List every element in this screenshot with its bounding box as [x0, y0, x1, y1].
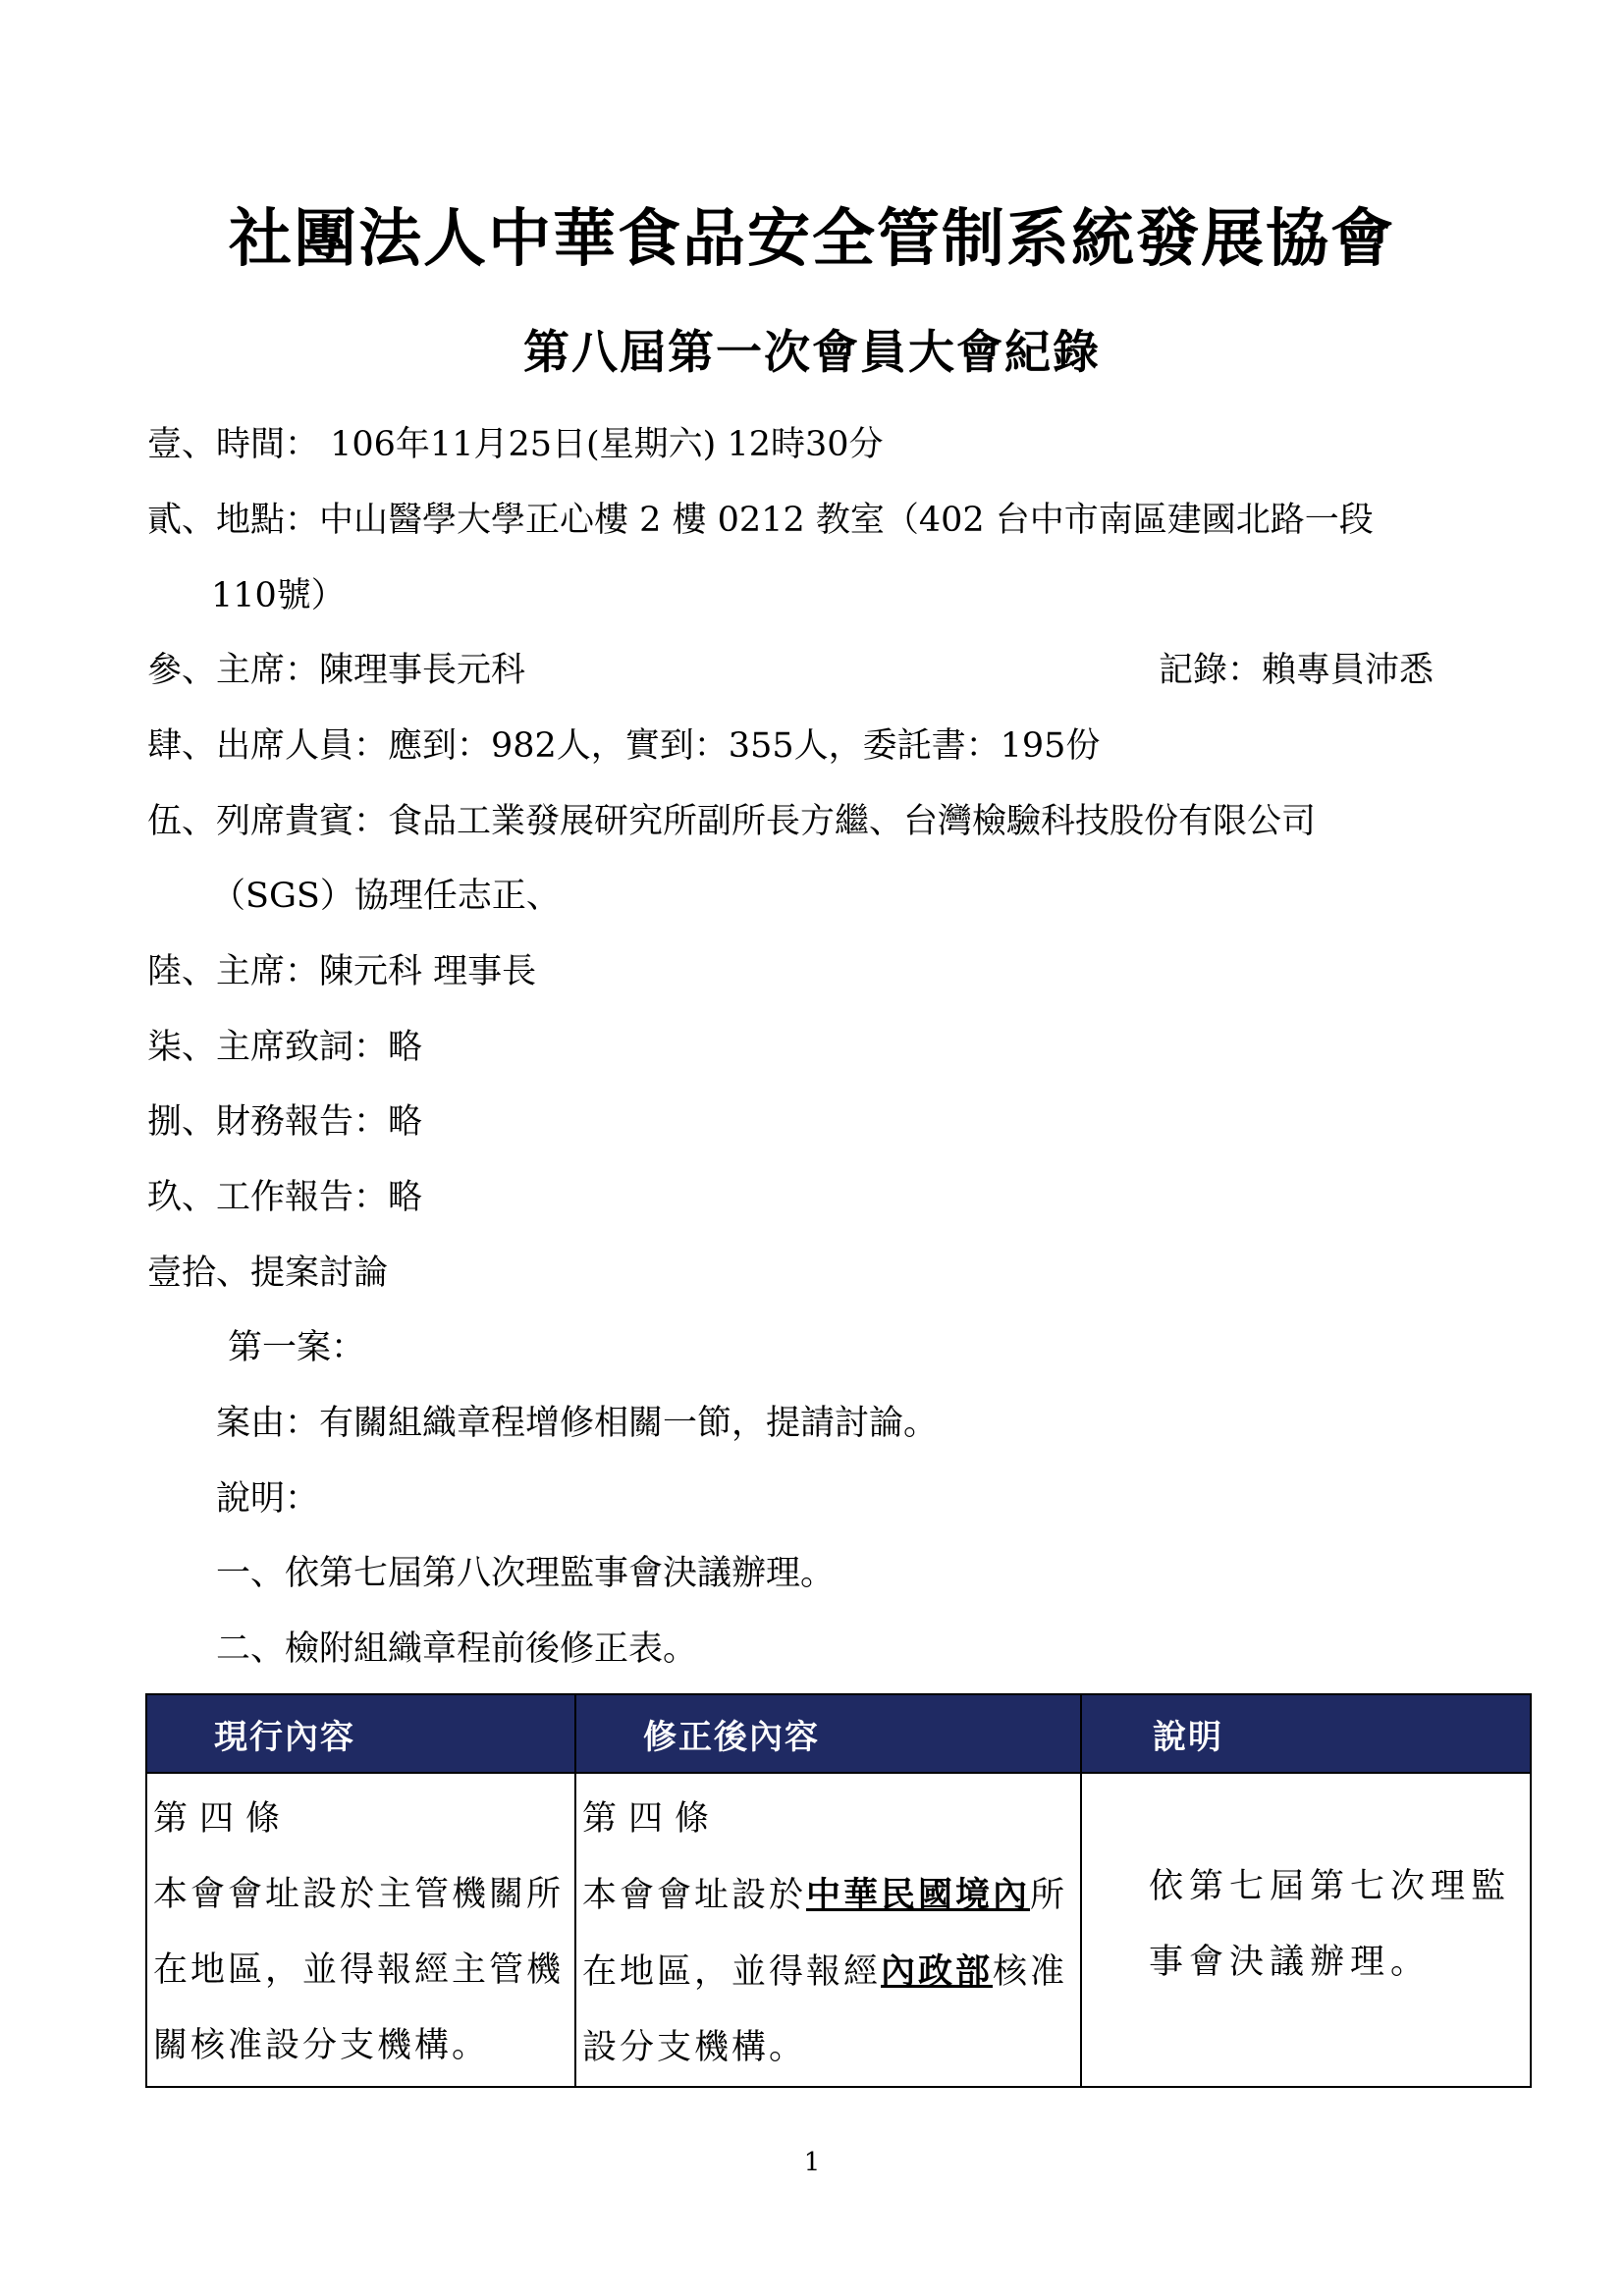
meeting-time: 壹、時間： 106年11月25日(星期六) 12時30分 — [147, 425, 884, 464]
revised-text: 本會會址設於中華民國境內所在地區，並得報經內政部核准設分支機構。 — [582, 1875, 1068, 2067]
meeting-place-continued: 110號） — [211, 576, 346, 615]
guests: 伍、列席貴賓：食品工業發展研究所副所長方繼、台灣檢驗科技股份有限公司 — [147, 802, 1317, 841]
amendment-table — [145, 1693, 1532, 2088]
header-revised: 修正後內容 — [575, 1694, 1081, 1773]
cell-note — [1081, 1773, 1531, 2087]
revised-article: 第四條 — [582, 1799, 722, 1839]
meeting-recorder: 記錄：賴專員沛悉 — [1159, 651, 1435, 690]
chair-speech: 柒、主席致詞：略 — [147, 1028, 423, 1067]
case-one: 第一案： — [228, 1328, 366, 1367]
note-text: 依第七屆第七次理監事會決議辦理。 — [1149, 1867, 1512, 1982]
revised-underline-2: 內政部 — [881, 1951, 994, 1992]
proposals-heading: 壹拾、提案討論 — [147, 1254, 389, 1293]
document-subtitle: 第八屆第一次會員大會紀錄 — [523, 326, 1101, 380]
table-header-row — [146, 1694, 1531, 1773]
explanation-label: 說明： — [216, 1479, 320, 1519]
current-text: 本會會址設於主管機關所在地區，並得報經主管機關核准設分支機構。 — [153, 1875, 565, 2065]
cell-current — [146, 1773, 575, 2087]
explanation-item-2: 二、檢附組織章程前後修正表。 — [216, 1629, 698, 1669]
meeting-place: 貳、地點：中山醫學大學正心樓 2 樓 0212 教室（402 台中市南區建國北路一段 — [147, 501, 1374, 540]
chair-row — [147, 646, 1473, 695]
finance-report: 捌、財務報告：略 — [147, 1102, 423, 1142]
revised-underline-1: 中華民國境內 — [806, 1875, 1031, 1915]
current-article: 第四條 — [153, 1799, 293, 1839]
explanation-item-1: 一、依第七屆第八次理監事會決議辦理。 — [216, 1554, 836, 1593]
table-row — [146, 1773, 1531, 2087]
document-title: 社團法人中華食品安全管制系統發展協會 — [229, 202, 1395, 276]
case-reason: 案由：有關組織章程增修相關一節，提請討論。 — [216, 1404, 939, 1443]
chairperson: 陸、主席：陳元科 理事長 — [147, 952, 537, 991]
guests-continued: （SGS）協理任志正、 — [211, 877, 561, 916]
page-number: 1 — [803, 2148, 821, 2177]
cell-revised — [575, 1773, 1081, 2087]
header-note: 說明 — [1081, 1694, 1531, 1773]
meeting-chair: 參、主席：陳理事長元科 — [147, 651, 526, 690]
attendance: 肆、出席人員：應到：982人，實到：355人，委託書：195份 — [147, 726, 1101, 766]
work-report: 玖、工作報告：略 — [147, 1178, 423, 1217]
header-current: 現行內容 — [146, 1694, 575, 1773]
